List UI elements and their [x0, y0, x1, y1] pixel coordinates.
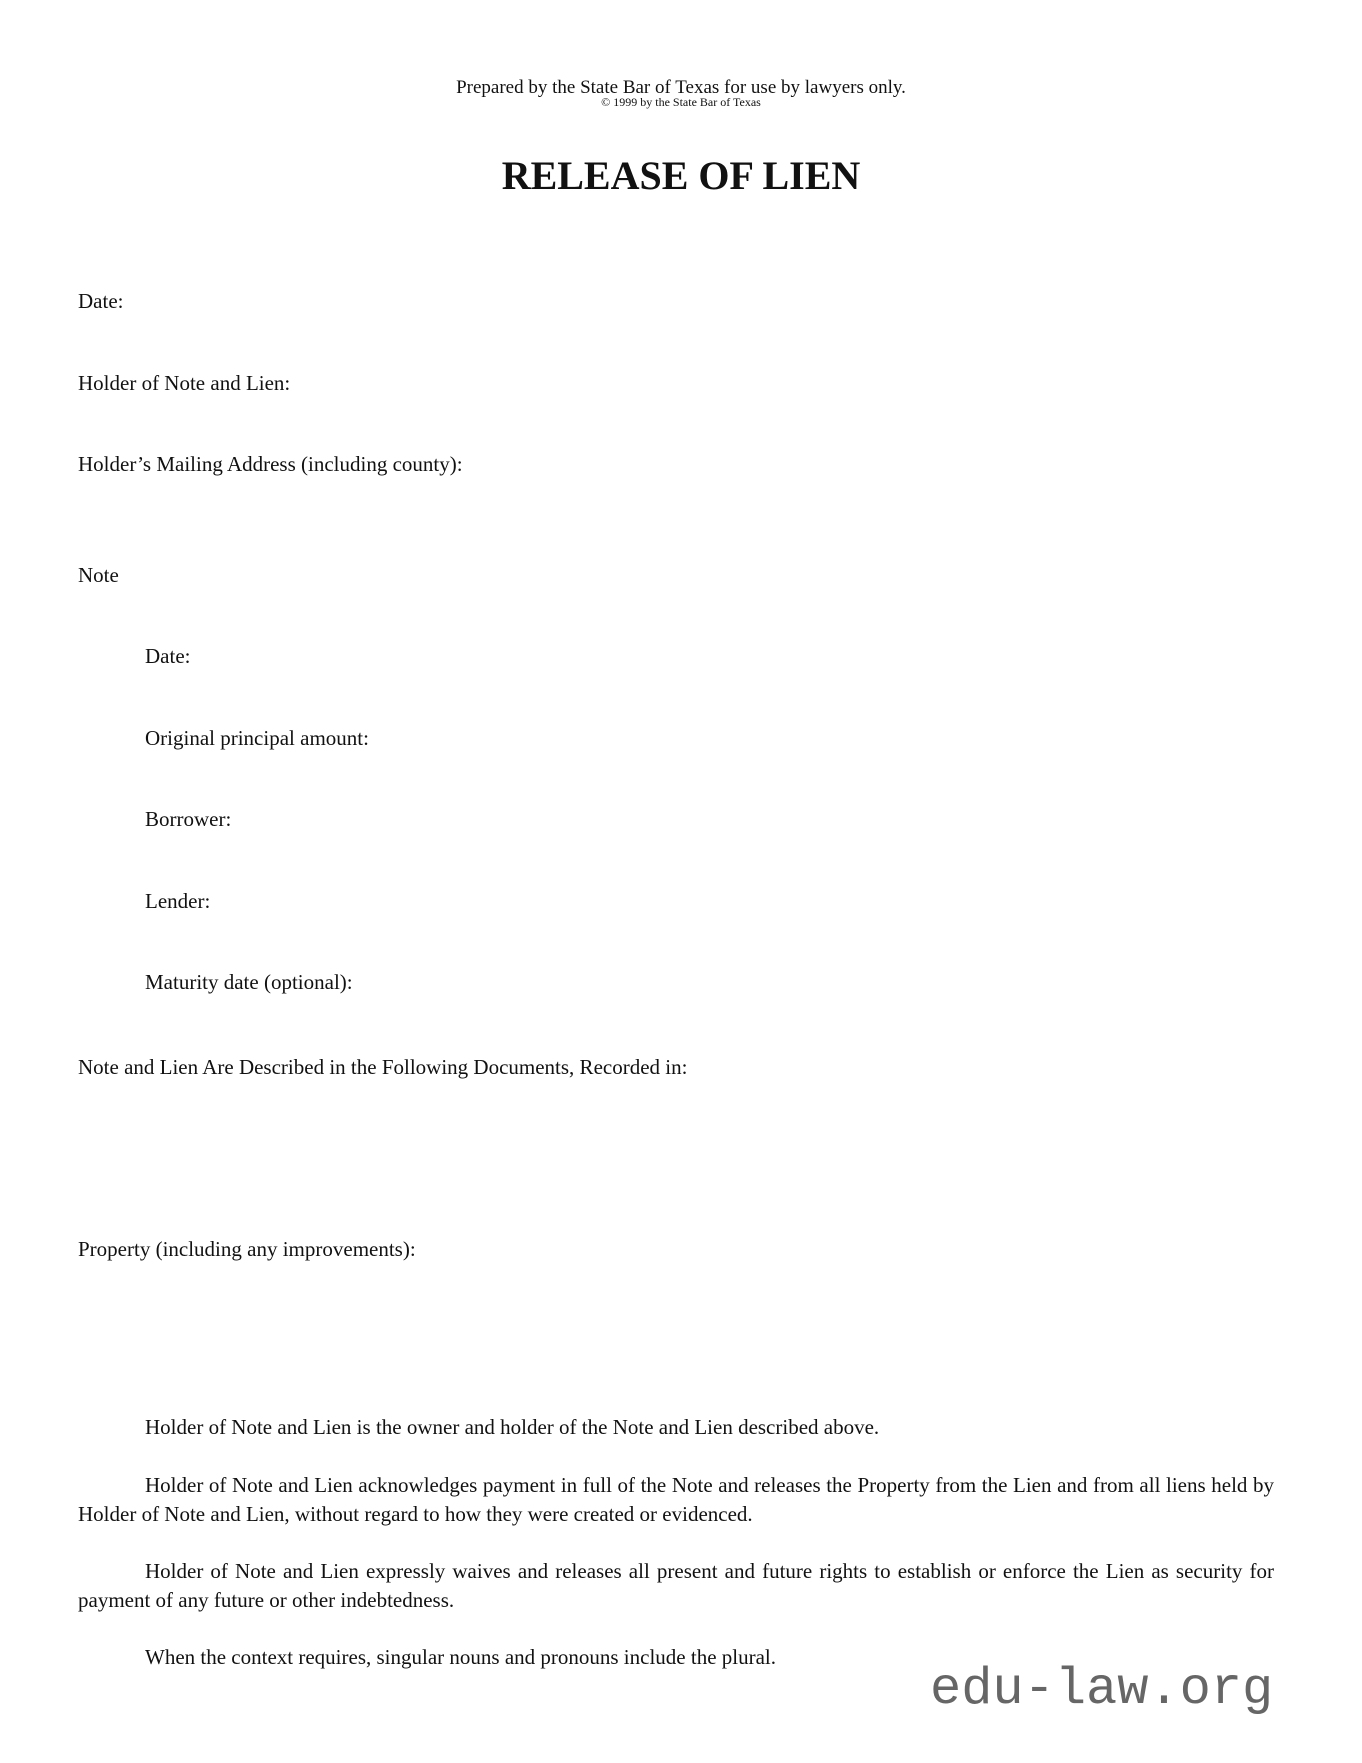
- note-heading: Note: [78, 563, 119, 587]
- holder-label: Holder of Note and Lien:: [78, 371, 291, 395]
- paragraph-construction: When the context requires, singular nouns and pronouns include the plural.: [145, 1645, 777, 1669]
- original-principal-label: Original principal amount:: [145, 726, 369, 750]
- documents-label: Note and Lien Are Described in the Following Documents, Recorded in:: [78, 1055, 688, 1079]
- note-date-label: Date:: [145, 644, 191, 668]
- mailing-address-label: Holder’s Mailing Address (including county):: [78, 452, 463, 476]
- borrower-label: Borrower:: [145, 807, 232, 831]
- paragraph-waiver: Holder of Note and Lien expressly waives and releases all present and future rights to establish or enforce the Lien as security for payment of any future or other indebtedness.: [78, 1559, 1274, 1612]
- paragraph-payment-release: Holder of Note and Lien acknowledges payment in full of the Note and releases the Property from the Lien and from all liens held by Holder of Note and Lien, without regard to how they were created or evidenced.: [78, 1473, 1274, 1526]
- page-title: RELEASE OF LIEN: [501, 153, 861, 198]
- paragraph-ownership: Holder of Note and Lien is the owner and holder of the Note and Lien described above.: [145, 1415, 880, 1439]
- watermark: edu-law.org: [930, 1660, 1274, 1719]
- maturity-date-label: Maturity date (optional):: [145, 970, 353, 994]
- lender-label: Lender:: [145, 889, 211, 913]
- copyright-notice: © 1999 by the State Bar of Texas: [601, 95, 761, 109]
- date-label: Date:: [78, 289, 124, 313]
- prepared-by-notice: Prepared by the State Bar of Texas for use by lawyers only.: [456, 77, 906, 98]
- property-label: Property (including any improvements):: [78, 1237, 416, 1261]
